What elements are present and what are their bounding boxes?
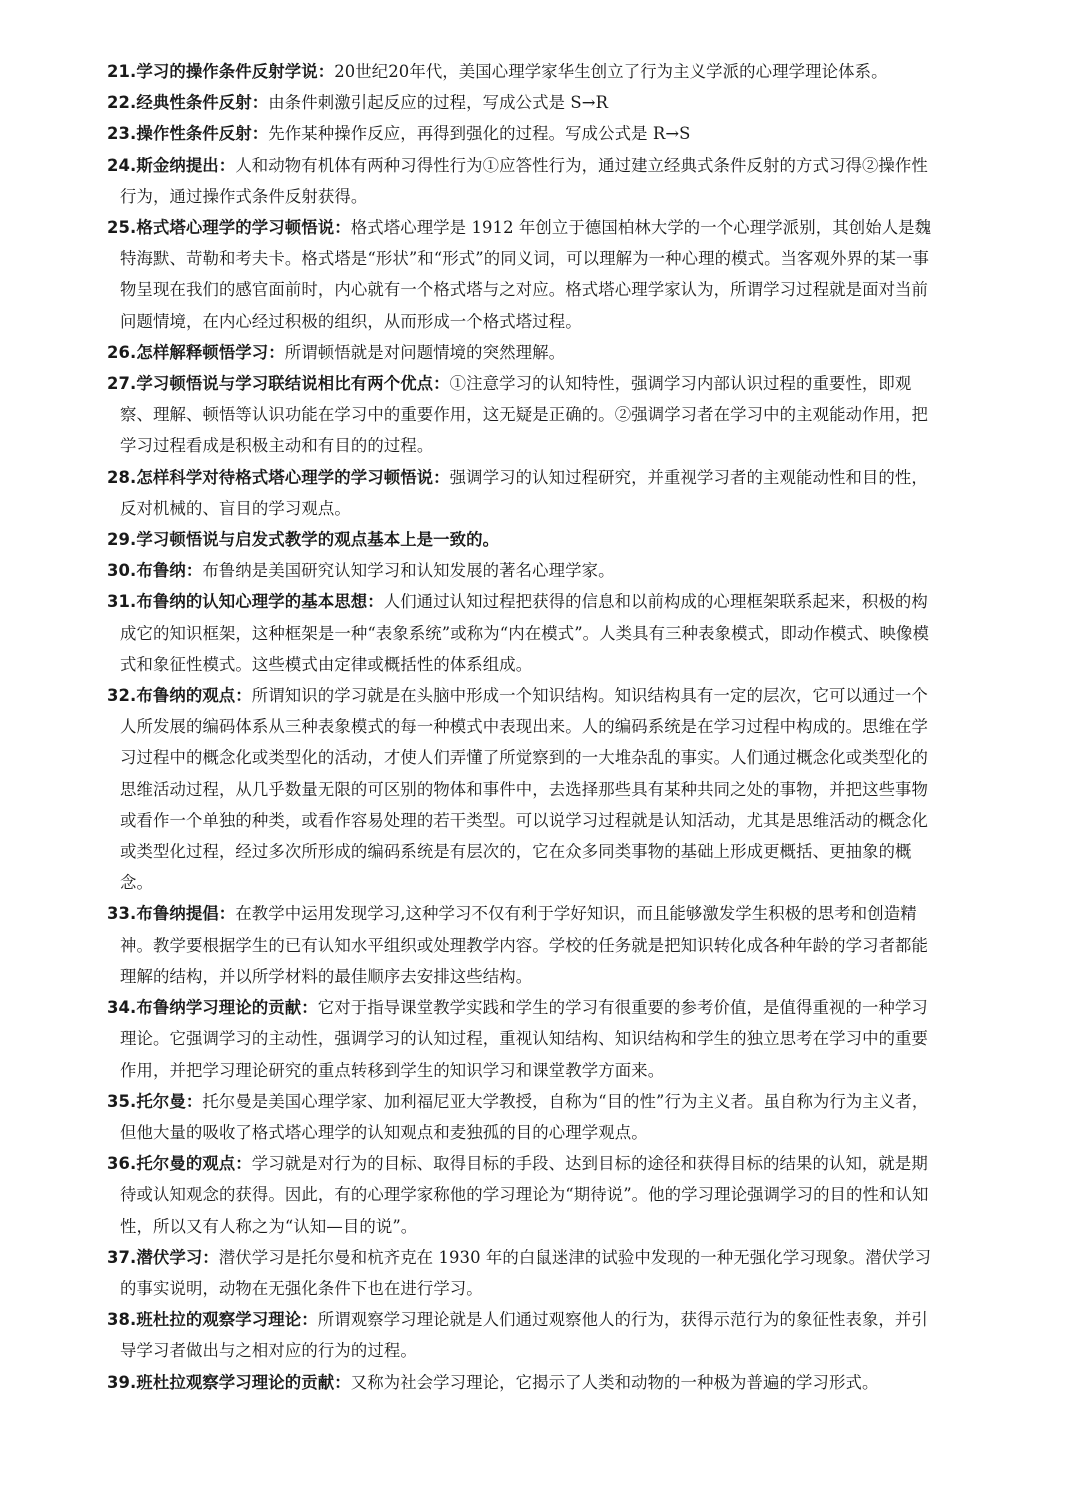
entry-text: 20世纪20年代，美国心理学家华生创立了行为主义学派的心理学理论体系。 <box>334 62 888 81</box>
entry-33 <box>107 898 934 992</box>
entry-number: 25. <box>107 218 137 238</box>
entry-text: 在教学中运用发现学习,这种学习不仅有利于学好知识，而且能够激发学生积极的思考和创造精神。教学要根据学生的已有认知水平组织或处理教学内容。学校的任务就是把知识转化成各种年龄的学习者都能理解的结构，并以所学材料的最佳顺序去安排这些结构。 <box>120 904 929 986</box>
entry-text: 所谓观察学习理论就是人们通过观察他人的行为，获得示范行为的象征性表象，并引导学习者做出与之相对应的行为的过程。 <box>120 1310 928 1361</box>
entry-term: 操作性条件反射： <box>136 124 269 144</box>
entry-text: 由条件刺激引起反应的过程，写成公式是 S→R <box>268 93 609 113</box>
entry-number: 27. <box>107 374 137 394</box>
entry-28 <box>107 462 934 524</box>
entry-31 <box>107 586 934 680</box>
entry-number: 23. <box>107 124 137 144</box>
entry-number: 21. <box>107 62 137 81</box>
entry-term: 怎样解释顿悟学习： <box>136 342 285 362</box>
entry-term: 潜伏学习： <box>136 1247 219 1267</box>
entry-34 <box>107 992 934 1086</box>
entry-36 <box>107 1148 934 1242</box>
entry-term: 学习的操作条件反射学说： <box>136 62 335 81</box>
entry-number: 35. <box>107 1091 137 1111</box>
entry-term: 托尔曼的观点： <box>136 1154 252 1174</box>
entry-number: 38. <box>107 1310 137 1330</box>
entry-term: 班杜拉的观察学习理论： <box>136 1310 318 1330</box>
entry-number: 28. <box>107 467 137 487</box>
entry-29 <box>107 524 934 555</box>
entry-37 <box>107 1242 934 1304</box>
entry-number: 34. <box>107 998 137 1018</box>
entry-27 <box>107 368 934 462</box>
entry-23 <box>107 118 934 149</box>
entry-number: 24. <box>107 155 137 175</box>
entry-text: 它对于指导课堂教学实践和学生的学习有很重要的参考价值，是值得重视的一种学习理论。它强调学习的主动性，强调学习的认知过程，重视认知结构、知识结构和学生的独立思考在学习中的重要作用，并把学习理论研究的重点转移到学生的知识学习和课堂教学方面来。 <box>120 998 929 1080</box>
entry-term: 经典性条件反射： <box>136 93 269 113</box>
entry-term: 布鲁纳提倡： <box>136 904 236 924</box>
entry-text: 人和动物有机体有两种习得性行为①应答性行为，通过建立经典式条件反射的方式习得②操作性行为，通过操作式条件反射获得。 <box>120 155 928 206</box>
entry-text: 托尔曼是美国心理学家、加利福尼亚大学教授，自称为“目的性”行为主义者。虽自称为行为主义者，但他大量的吸收了格式塔心理学的认知观点和麦独孤的目的心理学观点。 <box>120 1091 929 1142</box>
entry-term: 斯金纳提出： <box>136 155 236 175</box>
entry-text: 学习就是对行为的目标、取得目标的手段、达到目标的途径和获得目标的结果的认知，就是期待或认知观念的获得。因此，有的心理学家称他的学习理论为“期待说”。他的学习理论强调学习的目的性和认知性，所以又有人称之为“认知—目的说”。 <box>120 1154 929 1236</box>
entry-number: 33. <box>107 904 137 924</box>
entry-text: 所谓知识的学习就是在头脑中形成一个知识结构。知识结构具有一定的层次，它可以通过一个人所发展的编码体系从三种表象模式的每一种模式中表现出来。人的编码系统是在学习过程中构成的。思维在学习过程中的概念化或类型化的活动，才使人们弄懂了所觉察到的一大堆杂乱的事实。人们通过概念化或类型化的思维活动过程，从几乎数量无限的可区别的物体和事件中，去选择那些具有某种共同之处的事物，并把这些事物或看作一个单独的种类，或看作容易处理的若干类型。可以说学习过程就是认知活动，尤其是思维活动的概念化或类型化过程，经过多次所形成的编码系统是有层次的，它在众多同类事物的基础上形成更概括、更抽象的概念。 <box>120 686 929 893</box>
entry-30 <box>107 555 934 586</box>
entry-text: 又称为社会学习理论，它揭示了人类和动物的一种极为普遍的学习形式。 <box>350 1372 879 1392</box>
entry-text: ①注意学习的认知特性，强调学习内部认识过程的重要性，即观察、理解、顿悟等认识功能在学习中的重要作用，这无疑是正确的。②强调学习者在学习中的主观能动作用，把学习过程看成是积极主动和有目的的过程。 <box>120 374 929 456</box>
entry-term: 学习顿悟说与学习联结说相比有两个优点： <box>136 374 450 394</box>
entry-35 <box>107 1086 934 1148</box>
entry-term: 布鲁纳的认知心理学的基本思想： <box>136 592 384 612</box>
entry-term: 学习顿悟说与启发式教学的观点基本上是一致的。 <box>136 530 500 550</box>
entry-number: 37. <box>107 1247 137 1267</box>
entry-number: 26. <box>107 342 137 362</box>
entry-term: 托尔曼： <box>136 1091 203 1111</box>
entry-term: 布鲁纳学习理论的贡献： <box>136 998 318 1018</box>
entry-number: 36. <box>107 1154 137 1174</box>
entry-text: 格式塔心理学是 1912 年创立于德国柏林大学的一个心理学派别，其创始人是魏特海默、苛勒和考夫卡。格式塔是“形状”和“形式”的同义词，可以理解为一种心理的模式。当客观外界的某一事物呈现在我们的感官面前时，内心就有一个格式塔与之对应。格式塔心理学家认为，所谓学习过程就是面对当前问题情境，在内心经过积极的组织，从而形成一个格式塔过程。 <box>120 218 932 331</box>
entry-term: 格式塔心理学的学习顿悟说： <box>136 218 351 238</box>
entry-24 <box>107 150 934 212</box>
entry-text: 所谓顿悟就是对问题情境的突然理解。 <box>284 342 566 362</box>
entry-term: 布鲁纳： <box>136 561 203 581</box>
entry-number: 31. <box>107 592 137 612</box>
entry-32 <box>107 680 934 898</box>
entry-number: 29. <box>107 530 137 550</box>
entry-text: 人们通过认知过程把获得的信息和以前构成的心理框架联系起来，积极的构成它的知识框架，这种框架是一种“表象系统”或称为“内在模式”。人类具有三种表象模式，即动作模式、映像模式和象征性模式。这些模式由定律或概括性的体系组成。 <box>120 592 929 674</box>
entry-26 <box>107 337 934 368</box>
entry-39 <box>107 1367 934 1398</box>
entry-21 <box>107 56 934 87</box>
entry-text: 先作某种操作反应，再得到强化的过程。写成公式是 R→S <box>268 124 691 144</box>
entry-text: 强调学习的认知过程研究，并重视学习者的主观能动性和目的性，反对机械的、盲目的学习观点。 <box>120 467 928 518</box>
entry-number: 30. <box>107 561 137 581</box>
entry-text: 潜伏学习是托尔曼和杭齐克在 1930 年的白鼠迷津的试验中发现的一种无强化学习现象。潜伏学习的事实说明，动物在无强化条件下也在进行学习。 <box>120 1247 932 1298</box>
entry-22 <box>107 87 934 118</box>
entry-term: 怎样科学对待格式塔心理学的学习顿悟说： <box>136 467 450 487</box>
entry-number: 22. <box>107 93 137 113</box>
entry-text: 布鲁纳是美国研究认知学习和认知发展的著名心理学家。 <box>202 561 615 581</box>
entry-number: 32. <box>107 686 137 706</box>
entry-25 <box>107 212 934 337</box>
entry-number: 39. <box>107 1372 137 1392</box>
entry-term: 班杜拉观察学习理论的贡献： <box>136 1372 351 1392</box>
entry-term: 布鲁纳的观点： <box>136 686 252 706</box>
entry-38 <box>107 1304 934 1366</box>
